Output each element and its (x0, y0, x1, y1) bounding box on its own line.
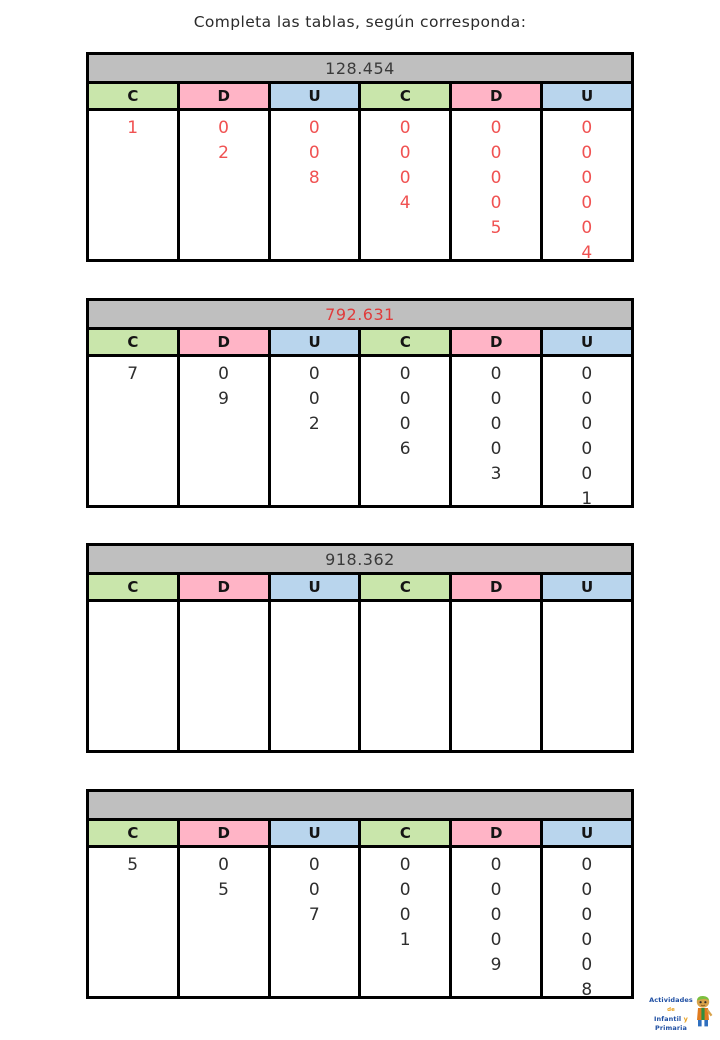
digit: 0 (581, 364, 593, 384)
digit: 0 (581, 414, 593, 434)
column-header-d-1: D (180, 330, 271, 354)
digit: 0 (218, 855, 230, 875)
digit: 0 (490, 193, 502, 213)
logo-line-de: de (667, 1007, 675, 1013)
digit-cell-1[interactable] (180, 848, 271, 996)
table-number-title[interactable]: 792.631 (89, 301, 631, 330)
column-header-d-4: D (452, 821, 543, 845)
digit: 0 (581, 389, 593, 409)
digit: 0 (490, 439, 502, 459)
column-header-c-0: C (89, 84, 180, 108)
digit-cell-1[interactable] (180, 111, 271, 259)
digit: 0 (581, 855, 593, 875)
digit: 0 (399, 414, 412, 434)
digit: 3 (490, 464, 502, 484)
digit-cell-0[interactable] (89, 111, 180, 259)
digit-cell-3[interactable] (361, 357, 452, 505)
place-value-table-4 (86, 789, 634, 999)
digit: 0 (581, 955, 593, 975)
column-header-c-0: C (89, 330, 180, 354)
digit: 7 (127, 364, 139, 384)
digit: 0 (399, 168, 412, 188)
logo-line-activities: Actividades (649, 996, 693, 1004)
digit-cell-4[interactable] (452, 357, 543, 505)
digit-cell-2[interactable] (271, 111, 362, 259)
column-header-u-2: U (271, 575, 362, 599)
digit: 0 (490, 143, 502, 163)
digit-cell-3[interactable] (361, 848, 452, 996)
digit: 4 (399, 193, 412, 213)
table-header-row (89, 821, 631, 848)
place-value-table-1 (86, 52, 634, 262)
column-header-u-5: U (543, 575, 631, 599)
digit-cell-1[interactable] (180, 602, 271, 750)
column-header-c-3: C (361, 330, 452, 354)
digit: 5 (127, 855, 139, 875)
column-header-d-4: D (452, 84, 543, 108)
digit: 9 (490, 955, 502, 975)
place-value-table-3 (86, 543, 634, 753)
digit-cell-5[interactable] (543, 602, 631, 750)
table-header-row (89, 84, 631, 111)
logo-mascot-icon (692, 995, 714, 1027)
table-number-title[interactable]: 128.454 (89, 55, 631, 84)
table-header-row (89, 575, 631, 602)
digit-cell-2[interactable] (271, 357, 362, 505)
digit: 7 (308, 905, 321, 925)
digit: 0 (490, 880, 502, 900)
digit: 0 (308, 364, 321, 384)
digit: 0 (581, 930, 593, 950)
logo-line-infantil: Infantil (654, 1015, 682, 1023)
digit: 0 (581, 464, 593, 484)
column-header-d-1: D (180, 84, 271, 108)
column-header-u-2: U (271, 84, 362, 108)
digit: 0 (399, 905, 412, 925)
table-body-row (89, 357, 631, 509)
digit-cell-4[interactable] (452, 111, 543, 259)
site-logo (646, 994, 714, 1034)
digit: 0 (218, 118, 230, 138)
digit: 1 (399, 930, 412, 950)
digit: 0 (399, 143, 412, 163)
column-header-u-5: U (543, 821, 631, 845)
digit: 0 (308, 855, 321, 875)
digit: 5 (490, 218, 502, 238)
digit: 0 (399, 880, 412, 900)
digit-cell-3[interactable] (361, 111, 452, 259)
digit-cell-3[interactable] (361, 602, 452, 750)
digit: 0 (490, 168, 502, 188)
column-header-d-1: D (180, 821, 271, 845)
digit: 0 (308, 880, 321, 900)
digit-cell-0[interactable] (89, 357, 180, 505)
digit: 0 (490, 930, 502, 950)
digit: 2 (308, 414, 321, 434)
digit: 8 (581, 980, 593, 1000)
digit: 0 (490, 389, 502, 409)
digit-cell-1[interactable] (180, 357, 271, 505)
digit: 0 (399, 364, 412, 384)
digit: 0 (581, 439, 593, 459)
logo-line-primaria: Primaria (655, 1024, 687, 1032)
digit: 0 (399, 118, 412, 138)
table-number-title[interactable] (89, 792, 631, 821)
column-header-c-3: C (361, 821, 452, 845)
digit: 0 (581, 905, 593, 925)
digit: 2 (218, 143, 230, 163)
digit-cell-0[interactable] (89, 848, 180, 996)
column-header-c-3: C (361, 575, 452, 599)
digit: 6 (399, 439, 412, 459)
table-body-row (89, 848, 631, 1000)
digit-cell-5[interactable] (543, 111, 631, 263)
column-header-c-0: C (89, 575, 180, 599)
digit-cell-2[interactable] (271, 848, 362, 996)
digit-cell-4[interactable] (452, 848, 543, 996)
digit: 0 (581, 193, 593, 213)
digit: 0 (490, 118, 502, 138)
digit: 0 (490, 414, 502, 434)
digit: 0 (399, 389, 412, 409)
digit: 0 (218, 364, 230, 384)
digit: 0 (581, 880, 593, 900)
digit: 8 (308, 168, 321, 188)
table-header-row (89, 330, 631, 357)
digit: 0 (490, 364, 502, 384)
logo-line-y: y (683, 1015, 688, 1023)
digit-cell-0[interactable] (89, 602, 180, 750)
digit: 5 (218, 880, 230, 900)
digit: 1 (127, 118, 139, 138)
place-value-table-2 (86, 298, 634, 508)
table-body-row (89, 602, 631, 750)
digit: 0 (581, 118, 593, 138)
digit-cell-5[interactable] (543, 848, 631, 1000)
column-header-d-1: D (180, 575, 271, 599)
column-header-d-4: D (452, 330, 543, 354)
table-body-row (89, 111, 631, 263)
column-header-c-0: C (89, 821, 180, 845)
column-header-d-4: D (452, 575, 543, 599)
digit: 0 (581, 168, 593, 188)
digit: 9 (218, 389, 230, 409)
digit: 0 (308, 118, 321, 138)
logo-text (646, 996, 696, 1033)
digit: 0 (308, 389, 321, 409)
column-header-u-2: U (271, 821, 362, 845)
column-header-c-3: C (361, 84, 452, 108)
digit: 0 (490, 855, 502, 875)
worksheet-instruction: Completa las tablas, según corresponda: (193, 13, 527, 31)
digit: 0 (399, 855, 412, 875)
digit-cell-2[interactable] (271, 602, 362, 750)
digit-cell-4[interactable] (452, 602, 543, 750)
column-header-u-2: U (271, 330, 362, 354)
digit-cell-5[interactable] (543, 357, 631, 509)
column-header-u-5: U (543, 84, 631, 108)
digit: 0 (581, 143, 593, 163)
digit: 0 (581, 218, 593, 238)
table-number-title[interactable]: 918.362 (89, 546, 631, 575)
digit: 0 (490, 905, 502, 925)
digit: 4 (581, 243, 593, 263)
digit: 1 (581, 489, 593, 509)
digit: 0 (308, 143, 321, 163)
column-header-u-5: U (543, 330, 631, 354)
